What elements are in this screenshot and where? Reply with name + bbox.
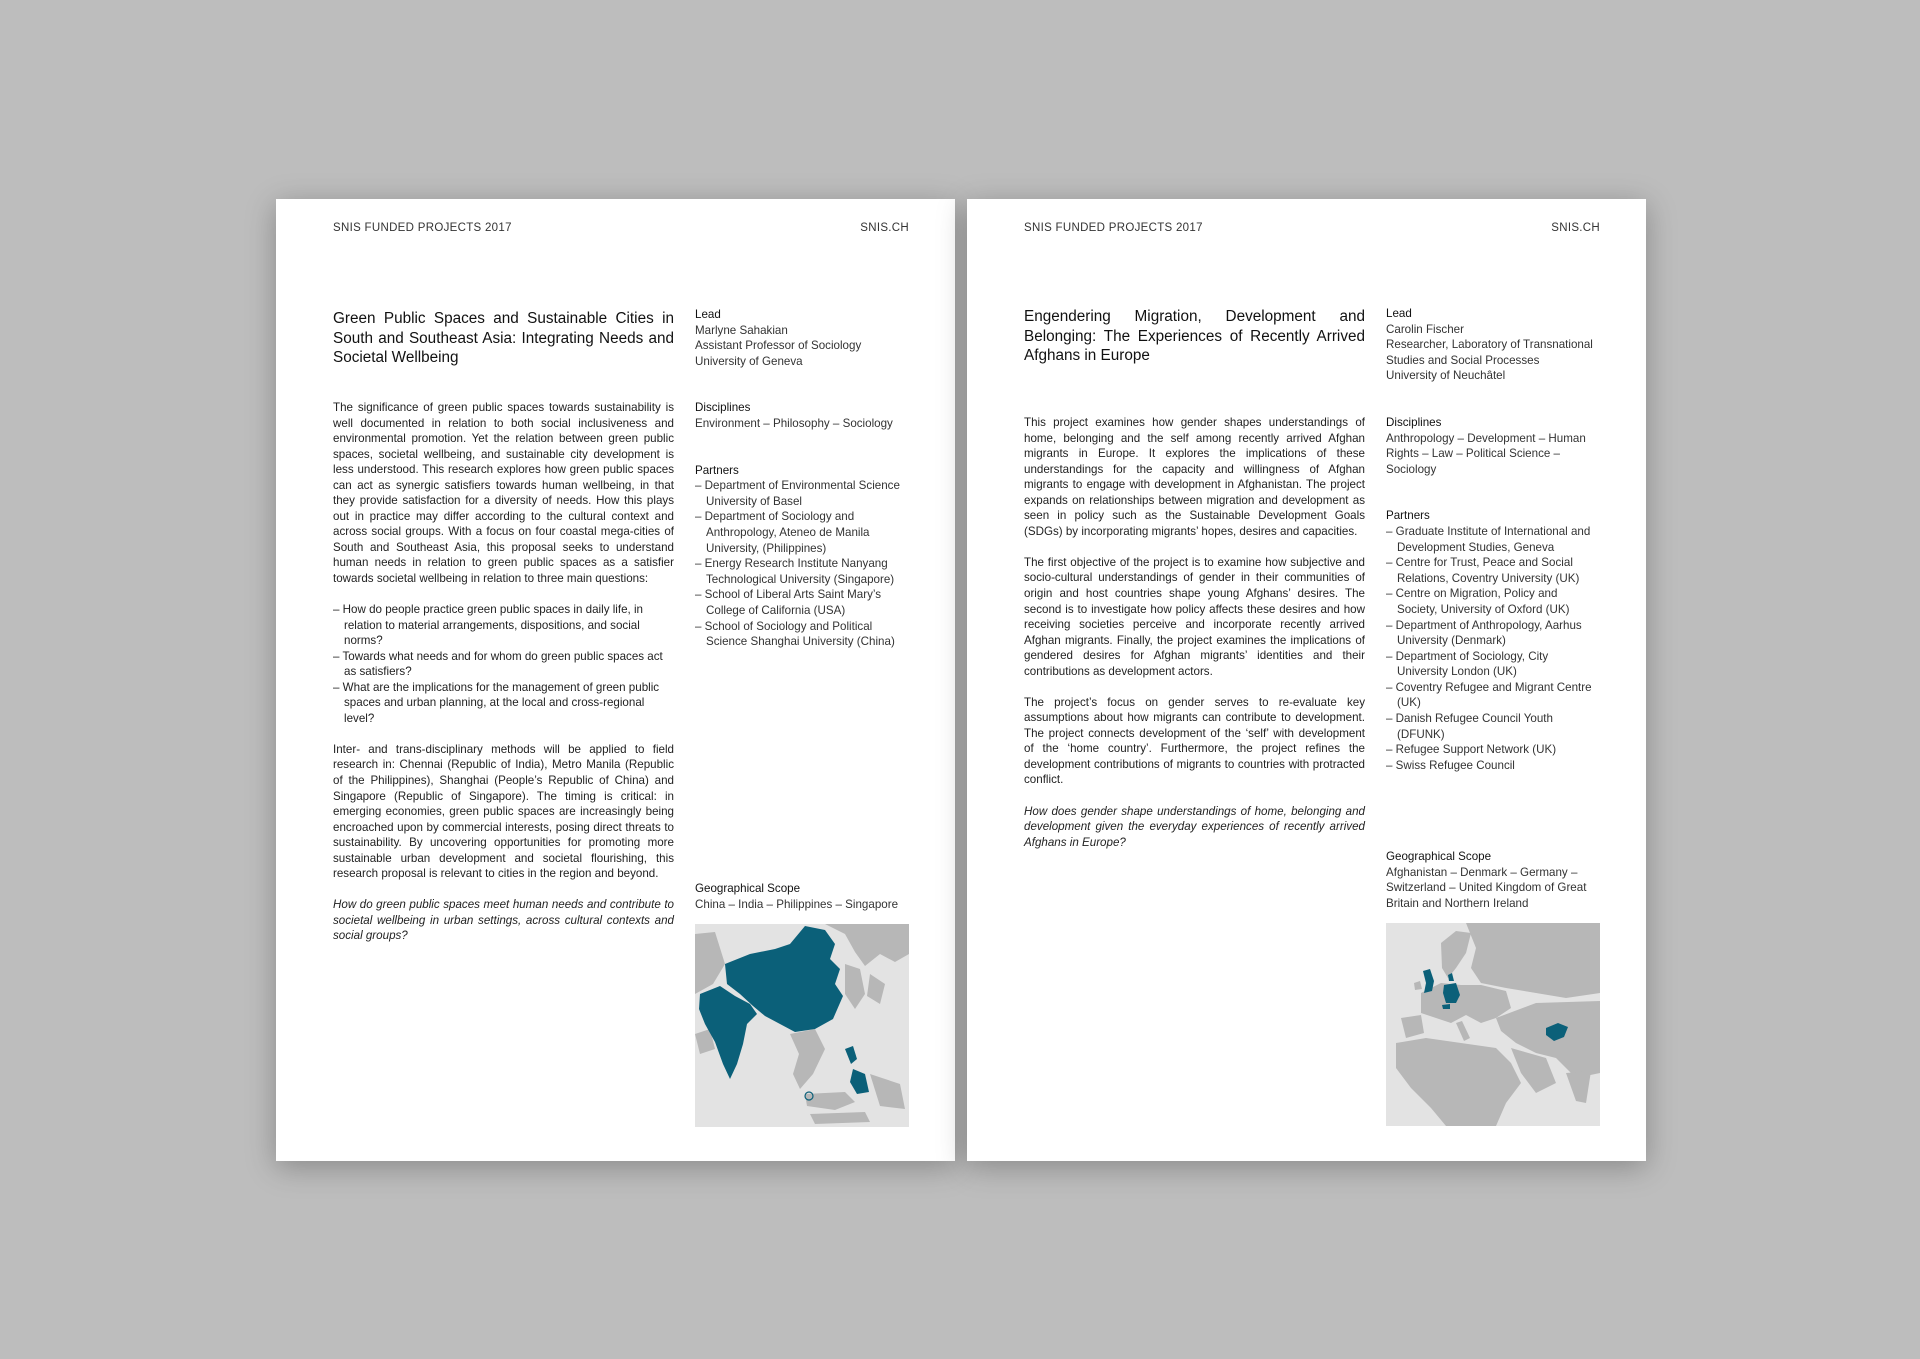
running-header-title: SNIS FUNDED PROJECTS 2017 bbox=[333, 222, 512, 234]
partner-item: – Department of Anthropology, Aarhus University (Denmark) bbox=[1386, 618, 1600, 649]
research-question: – What are the implications for the management of green public spaces and urban planning, at the local and cross-regional level? bbox=[333, 680, 674, 727]
disciplines-text: Anthropology – Development – Human Rights – Law – Political Science – Sociology bbox=[1386, 431, 1586, 476]
running-header-title: SNIS FUNDED PROJECTS 2017 bbox=[1024, 222, 1203, 234]
disciplines-block bbox=[695, 400, 909, 431]
running-header-site: SNIS.CH bbox=[1551, 222, 1600, 234]
lead-name: Carolin Fischer bbox=[1386, 322, 1464, 336]
partner-item: – Energy Research Institute Nanyang Technological University (Singapore) bbox=[695, 556, 909, 587]
asia-map-image bbox=[695, 924, 909, 1127]
running-header bbox=[333, 222, 909, 234]
project-main-column bbox=[1024, 307, 1365, 366]
research-question: – How do people practice green public spaces in daily life, in relation to material arrangements, dispositions, and social norms? bbox=[333, 602, 674, 649]
partner-item: – Department of Sociology, City University London (UK) bbox=[1386, 649, 1600, 680]
partners-heading: Partners bbox=[695, 463, 739, 477]
project-sidebar bbox=[1386, 306, 1600, 789]
partner-item: – Department of Sociology and Anthropology, Ateneo de Manila University, (Philippines) bbox=[695, 509, 909, 556]
project-body bbox=[1024, 415, 1365, 866]
geo-text: Afghanistan – Denmark – Germany – Switzerland – United Kingdom of Great Britain and Northern Ireland bbox=[1386, 865, 1587, 910]
partners-block bbox=[695, 463, 909, 650]
running-header-site: SNIS.CH bbox=[860, 222, 909, 234]
project-title: Engendering Migration, Development and Belonging: The Experiences of Recently Arrived Afghans in Europe bbox=[1024, 308, 1365, 364]
disciplines-text: Environment – Philosophy – Sociology bbox=[695, 416, 893, 430]
project-title: Green Public Spaces and Sustainable Cities in South and Southeast Asia: Integrating Needs and Societal Wellbeing bbox=[333, 310, 674, 366]
partner-item: – Centre on Migration, Policy and Society, University of Oxford (UK) bbox=[1386, 586, 1600, 617]
partner-item: – Refugee Support Network (UK) bbox=[1386, 742, 1600, 758]
body-paragraph: Inter- and trans-disciplinary methods will be applied to field research in: Chennai (Republic of India), Metro Manila (Republic of the Philippines), Shanghai (People’s Republic of China) and Singapore (Republic of Singapore). The timing is critical: in emerging economies, green public spaces are increasingly being encroached upon by commercial interests, posing direct threats to sustainability. By uncovering opportunities for promoting more sustainable urban development and societal flourishing, this research proposal is relevant to cities in the region and beyond. bbox=[333, 742, 674, 881]
lead-heading: Lead bbox=[695, 308, 721, 321]
europe-map bbox=[1386, 923, 1600, 1126]
partner-item: – Swiss Refugee Council bbox=[1386, 758, 1600, 774]
research-question: – Towards what needs and for whom do green public spaces act as satisfiers? bbox=[333, 649, 674, 680]
document-page-right bbox=[967, 199, 1646, 1161]
partner-item: – Centre for Trust, Peace and Social Relations, Coventry University (UK) bbox=[1386, 555, 1600, 586]
closing-question: How do green public spaces meet human needs and contribute to societal wellbeing in urban settings, across cultural contexts and social groups? bbox=[333, 898, 674, 943]
project-body bbox=[333, 400, 674, 960]
partners-list bbox=[1386, 524, 1600, 774]
lead-block bbox=[695, 307, 909, 369]
lead-position: Researcher, Laboratory of Transnational Studies and Social Processes bbox=[1386, 338, 1593, 367]
lead-position: Assistant Professor of Sociology bbox=[695, 339, 862, 353]
project-sidebar bbox=[695, 307, 909, 665]
geographical-scope-block bbox=[1386, 849, 1600, 911]
lead-institution: University of Neuchâtel bbox=[1386, 369, 1506, 383]
project-main-column bbox=[333, 309, 674, 368]
running-header bbox=[1024, 222, 1600, 234]
geo-text: China – India – Philippines – Singapore bbox=[695, 897, 899, 911]
research-questions-list bbox=[333, 602, 674, 726]
geo-heading: Geographical Scope bbox=[1386, 850, 1492, 863]
partner-item: – School of Sociology and Political Science Shanghai University (China) bbox=[695, 619, 909, 650]
asia-map bbox=[695, 924, 909, 1127]
partner-item: – Coventry Refugee and Migrant Centre (UK) bbox=[1386, 680, 1600, 711]
document-page-left bbox=[276, 199, 955, 1161]
partner-item: – School of Liberal Arts Saint Mary’s College of California (USA) bbox=[695, 587, 909, 618]
lead-heading: Lead bbox=[1386, 307, 1412, 320]
disciplines-heading: Disciplines bbox=[695, 401, 751, 415]
disciplines-heading: Disciplines bbox=[1386, 415, 1442, 429]
geo-heading: Geographical Scope bbox=[695, 882, 801, 895]
partners-list bbox=[695, 478, 909, 650]
partners-block bbox=[1386, 508, 1600, 773]
geographical-scope-block bbox=[695, 881, 909, 912]
lead-block bbox=[1386, 306, 1600, 384]
europe-map-image bbox=[1386, 923, 1600, 1126]
closing-question: How does gender shape understandings of home, belonging and development given the everyday experiences of recently arrived Afghans in Europe? bbox=[1024, 804, 1365, 849]
partners-heading: Partners bbox=[1386, 509, 1430, 523]
partner-item: – Graduate Institute of International and Development Studies, Geneva bbox=[1386, 524, 1600, 555]
body-paragraph: This project examines how gender shapes understandings of home, belonging and the self among recently arrived Afghan migrants in Europe. It explores the implications of these understandings for the capacity and willingness of Afghan migrants to engage with development in Afghanistan. The project expands on relationships between migration and development as seen in policy such as the Sustainable Development Goals (SDGs) by incorporating migrants’ hopes, desires and capacities. bbox=[1024, 416, 1365, 538]
disciplines-block bbox=[1386, 415, 1600, 477]
lead-institution: University of Geneva bbox=[695, 354, 803, 368]
body-paragraph: The first objective of the project is to examine how subjective and socio-cultural understandings of gender in their communities of origin and host countries shape young Afghans’ desires. The second is to investigate how policy affects these desires and how receiving societies perceive and incorporate recently arrived Afghan migrants. Finally, the project examines the implications of gendered desires for Afghan migrants’ identities and their contributions as development actors. bbox=[1024, 555, 1365, 678]
body-paragraph: The project’s focus on gender serves to re-evaluate key assumptions about how migrants can contribute to development. The project connects development of the ‘self’ with development of the ‘home country’. Furthermore, the project refines the development contributions of migrants to countries with protracted conflict. bbox=[1024, 695, 1365, 787]
partner-item: – Department of Environmental Science University of Basel bbox=[695, 478, 909, 509]
partner-item: – Danish Refugee Council Youth (DFUNK) bbox=[1386, 711, 1600, 742]
body-paragraph: The significance of green public spaces towards sustainability is well documented in relation to both social inclusiveness and environmental promotion. Yet the relation between green public spaces, societal wellbeing, and sustainable city development is less understood. This research explores how green public spaces can act as synergic satisfiers towards human wellbeing, in that they provide satisfaction for a diversity of needs. How this plays out in practice may differ according to the cultural context and across social groups. With a focus on four coastal mega-cities of South and Southeast Asia, this proposal seeks to understand human needs in relation to green public spaces as a satisfier towards societal wellbeing in relation to three main questions: bbox=[333, 401, 674, 586]
lead-name: Marlyne Sahakian bbox=[695, 323, 788, 337]
